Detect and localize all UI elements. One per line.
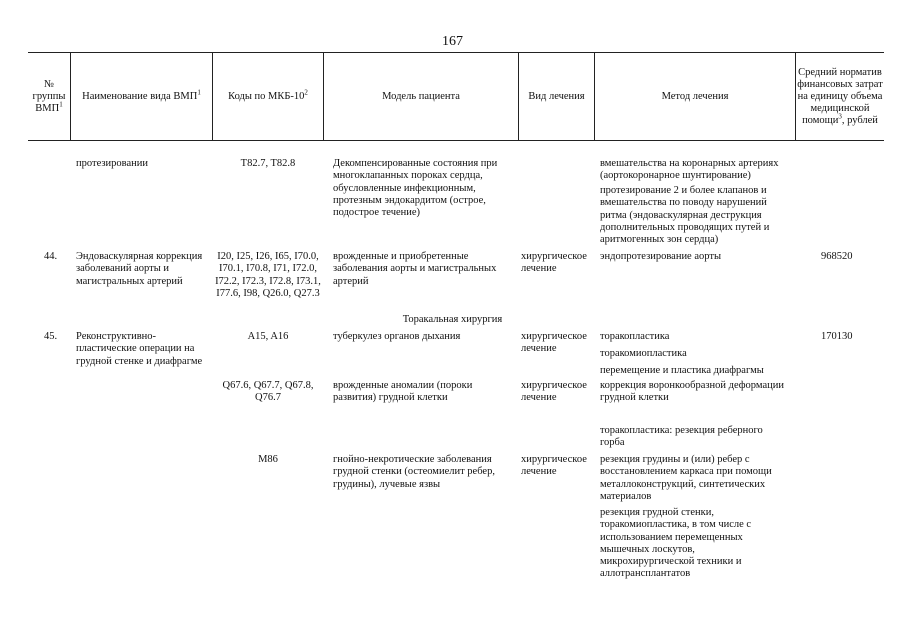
row-continuation-model: Декомпенсированные состояния при многоклапанных пороках сердца, обусловленные инфекционным, протезным эндокардитом (острое, подострое течение)	[333, 158, 498, 219]
header-patient-model: Модель пациента	[382, 90, 460, 102]
row-44-cost: 968520	[821, 251, 853, 262]
row-45-method-a2: торакомиопластика	[600, 348, 687, 359]
row-45-method-a3: перемещение и пластика диафрагмы	[600, 365, 764, 376]
row-45-method-c1: резекция грудины и (или) ребер с восстановлением каркаса при помощи металлоконструкций, синтетических материалов	[600, 454, 772, 502]
row-45-codes-c: M86	[258, 454, 278, 465]
row-45-treatment-type-c: хирургическое лечение	[521, 454, 587, 478]
row-continuation-method-2: протезирование 2 и более клапанов и вмешательства по поводу нарушений ритма (эндоваскулярная деструкция дополнительных проводящих путей и аритмогенных зон сердца)	[600, 185, 770, 246]
row-45-codes-a: A15, A16	[247, 331, 289, 342]
row-45-method-c2: резекция грудной стенки, торакомиопластика, в том числе с использованием перемещенных мышечных лоскутов, микрохирургической техники и аллотрансплантатов	[600, 507, 752, 580]
row-45-treatment-type-a: хирургическое лечение	[521, 331, 587, 355]
row-continuation-codes: T82.7, T82.8	[240, 158, 296, 169]
row-45-method-a1: торакопластика	[600, 331, 670, 342]
row-45-model-c: гнойно-некротические заболевания грудной стенки (остеомиелит ребер, грудины), лучевые язвы	[333, 454, 495, 490]
row-45-method-b1: коррекция воронкообразной деформации грудной клетки	[600, 380, 784, 404]
header-group-number: № группы ВМП$^1$	[32, 78, 66, 114]
row-continuation-method-1: вмешательства на коронарных артериях (аортокоронарное шунтирование)	[600, 158, 779, 182]
row-45-method-b2: торакопластика: резекция реберного горба	[600, 425, 763, 449]
row-45-cost: 170130	[821, 331, 853, 342]
row-44-treatment-type: хирургическое лечение	[521, 251, 587, 275]
row-45-number: 45.	[44, 331, 58, 342]
section-title: Торакальная хирургия	[402, 314, 503, 325]
row-45-name: Реконструктивно- пластические операции на грудной стенке и диафрагме	[76, 331, 203, 367]
row-44-method: эндопротезирование аорты	[600, 251, 722, 262]
header-average-cost: Средний норматив финансовых затрат на единицу объема медицинской помощи$^3$, рублей	[797, 66, 883, 126]
row-44-name: Эндоваскулярная коррекция заболеваний аорты и магистральных артерий	[76, 251, 203, 287]
row-44-codes: I20, I25, I26, I65, I70.0, I70.1, I70.8, I71, I72.0, I72.2, I72.3, I72.8, I73.1, I77.6, I98, Q26.0, Q27.3	[215, 251, 321, 299]
row-continuation-name: протезировании	[76, 158, 148, 169]
header-bottom-border	[28, 140, 884, 141]
header-icd-codes: Коды по МКБ-$10^2$	[228, 88, 308, 102]
row-44-model: врожденные и приобретенные заболевания аорты и магистральных артерий	[333, 251, 497, 287]
row-45-model-a: туберкулез органов дыхания	[333, 331, 461, 342]
header-treatment-method: Метод лечения	[661, 90, 729, 102]
row-45-model-b: врожденные аномалии (пороки развития) грудной клетки	[333, 380, 473, 404]
row-45-treatment-type-b: хирургическое лечение	[521, 380, 587, 404]
row-44-number: 44.	[44, 251, 58, 262]
page-number: 167	[442, 34, 463, 49]
column-divider	[795, 52, 796, 140]
header-treatment-type: Вид лечения	[528, 90, 585, 102]
header-vmp-name: Наименование вида ВМП$^1$	[82, 88, 201, 102]
row-45-codes-b: Q67.6, Q67.7, Q67.8, Q76.7	[222, 380, 314, 404]
